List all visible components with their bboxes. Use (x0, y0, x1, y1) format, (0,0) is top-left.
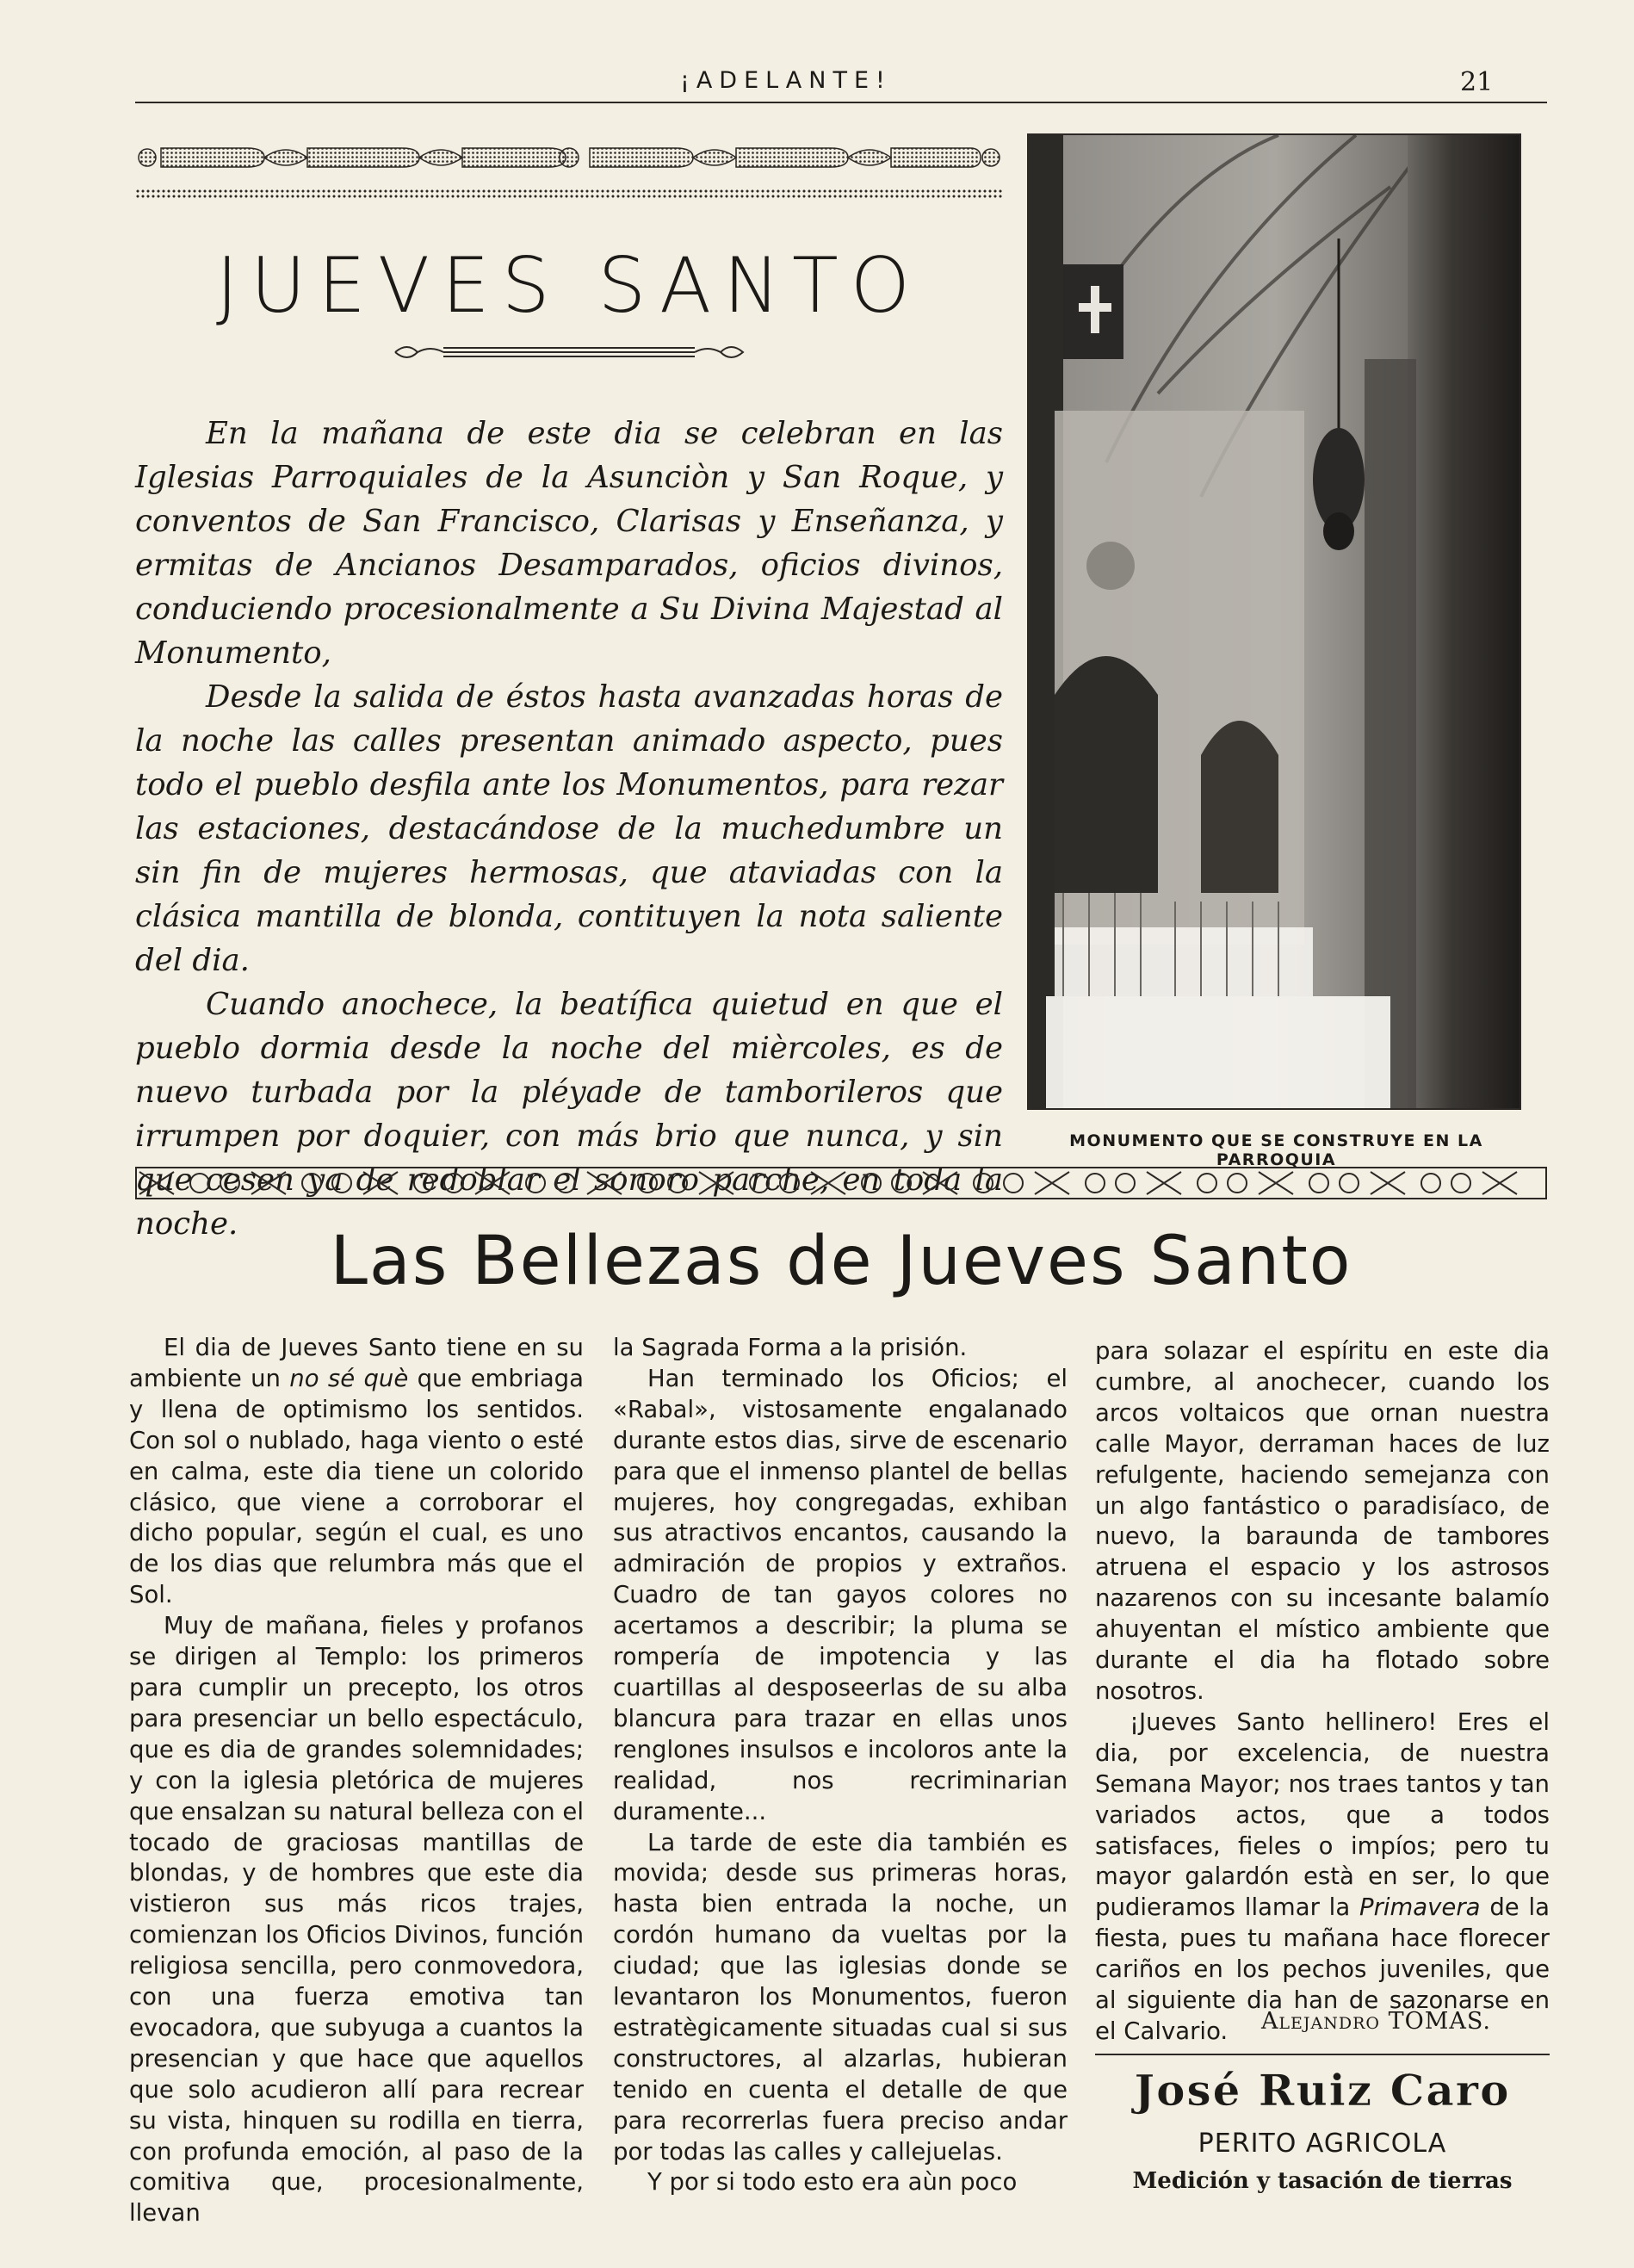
article-title: Las Bellezas de Jueves Santo (330, 1223, 1352, 1300)
ad-profession: PERITO AGRICOLA (1198, 2129, 1447, 2159)
magazine-title: ¡ADELANTE! (680, 67, 892, 94)
paragraph: La tarde de este dia también es movida; desde sus primeras horas, hasta bien entrada la noche, un cordón humano da vueltas por la ciudad; que las iglesias donde se levantaron los Monumentos, fueron estratègicamente situadas cual si sus constructores, al alzarlas, hubieran tenido en cuenta el detalle de que para recorrerlas fuera preciso andar por todas las calles y callejuelas. (613, 1828, 1068, 2166)
paragraph: En la mañana de este dia se celebran en las Iglesias Parroquiales de la Asunciòn y San Roque, y conventos de San Francisco, Clarisas y Enseñanza, y ermitas de Ancianos Desamparados, oficios divinos, conduciendo procesionalmente a Su Divina Majestad al Monumento, (135, 416, 1003, 671)
emphasis: no sé què (289, 1364, 409, 1392)
article-intro (135, 412, 1003, 1246)
header-rule (135, 102, 1547, 103)
ad-name: José Ruiz Caro (1134, 2065, 1511, 2116)
paragraph: para solazar el espíritu en este dia cumbre, al anochecer, cuando los arcos voltaicos que ornan nuestra calle Mayor, derraman haces de luz refulgente, haciendo semejanza con un algo fantástico o paradisíaco, de nuevo, la baraunda de tambores atruena el espacio y los astrosos nazarenos con su incesante balamío ahuyentan el místico ambiente que durante el dia ha flotado sobre nosotros. (1095, 1337, 1550, 1705)
ad-rule (1095, 2054, 1550, 2055)
article-title: JUEVES SANTO (215, 241, 923, 330)
ad-service: Medición y tasación de tierras (1132, 2168, 1513, 2194)
paragraph: ¡Jueves Santo hellinero! Eres el dia, por excelencia, de nuestra Semana Mayor; nos traes tantos y tan variados actos, que a todos satisfaces, fieles o impíos; pero tu mayor galardón està en ser, lo que pudieramos llamar la Primavera de la fiesta, pues tu mañana hace florecer cariños en los pechos juveniles, que al siguiente dia han de sazonarse en el Calvario. (1095, 1707, 1550, 2045)
church-interior-photo (1027, 133, 1521, 1110)
ornamental-border-middle (135, 1167, 1547, 1199)
title-flourish (392, 340, 746, 364)
ornamental-border-top (135, 138, 1003, 177)
paragraph: Han terminado los Oficios; el «Rabal», vistosamente engalanado durante estos dias, sirve de escenario para que el inmenso plantel de bellas mujeres, hoy congregadas, exhiban sus atractivos encantos, causando la admiración de propios y extraños. Cuadro de tan gayos colores no acertamos a describir; la pluma se rompería de impotencia y las cuartillas al desposeerlas de su alba blancura para trazar en ellas unos renglones insulsos e incoloros ante la realidad, nos recriminarian duramente... (613, 1364, 1068, 1825)
paragraph: la Sagrada Forma a la prisión. (613, 1334, 968, 1361)
photo-caption: MONUMENTO QUE SE CONSTRUYE EN LA PARROQUIA (1069, 1131, 1483, 1169)
paragraph: Desde la salida de éstos hasta avanzadas horas de la noche las calles presentan animado aspecto, pues todo el pueblo desfila ante los Monumentos, para rezar las estaciones, destacándose de la muchedumbre un sin fin de mujeres hermosas, que ataviadas con la clásica mantilla de blonda, contituyen la nota saliente del dia. (135, 679, 1003, 978)
paragraph: El dia de Jueves Santo tiene en su ambiente un no sé què que embriaga y llena de optimismo los sentidos. Con sol o nublado, haga viento o esté en calma, este dia tiene un colorido clásico, que viene a corroborar el dicho popular, según el cual, es uno de los dias que relumbra más que el Sol. (129, 1334, 584, 1609)
article-author: Alejandro TOMAS. (1260, 2008, 1491, 2035)
dotted-rule (135, 189, 1003, 199)
paragraph: Cuando anochece, la beatífica quietud en que el pueblo dormia desde la noche del mièrcoles, es de nuevo turbada por la pléyade de tamborileros que irrumpen por doquier, con más brio que nunca, y sin que cesen ya de redoblar el sonoro parche, en toda la noche. (135, 987, 1003, 1242)
paragraph: Y por si todo esto era aùn poco (647, 2168, 1018, 2197)
emphasis: Primavera (1359, 1893, 1481, 1922)
text-column-2 (613, 1333, 1068, 2198)
page-number: 21 (1460, 67, 1494, 97)
text-column-1 (129, 1333, 584, 2229)
text-column-3 (1095, 1336, 1550, 2048)
paragraph: Muy de mañana, fieles y profanos se dirigen al Templo: los primeros para cumplir un precepto, los otros para presenciar un bello espectáculo, que es dia de grandes solemnidades; y con la iglesia pletórica de mujeres que ensalzan su natural belleza con el tocado de graciosas mantillas de blondas, y de hombres que este dia vistieron sus más ricos trajes, comienzan los Oficios Divinos, función religiosa sencilla, pero conmovedora, con una fuerza emotiva tan evocadora, que subyuga a cuantos la presencian y que hace que aquellos que solo acudieron allí para recrear su vista, hinquen su rodilla en tierra, con profunda emoción, al paso de la comitiva que, procesionalmente, llevan (129, 1612, 584, 2228)
